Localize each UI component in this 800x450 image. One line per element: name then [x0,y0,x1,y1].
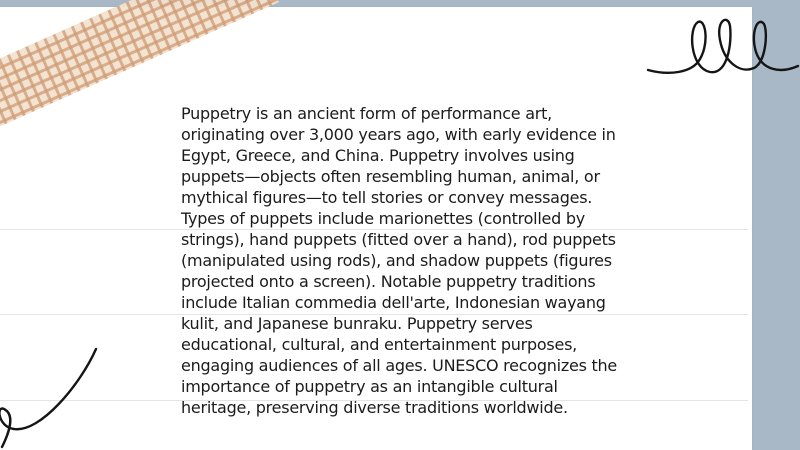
loop-scribble-doodle [640,12,800,92]
body-paragraph: Puppetry is an ancient form of performance art, originating over 3,000 years ago, with early evidence in Egypt, Greece, and China. Puppetry involves using puppets—objects often resembling human, animal, or mythical figures—to tell stories or convey messages. Types of puppets include marionettes (controlled by strings), hand puppets (fitted over a hand), rod puppets (manipulated using rods), and shadow puppets (figures projected onto a screen). Notable puppetry traditions include Italian commedia dell'arte, Indonesian wayang kulit, and Japanese bunraku. Puppetry serves educational, cultural, and entertainment purposes, engaging audiences of all ages. UNESCO recognizes the importance of puppetry as an intangible cultural heritage, preserving diverse traditions worldwide. [181,104,617,417]
curl-scribble-doodle [0,345,110,450]
